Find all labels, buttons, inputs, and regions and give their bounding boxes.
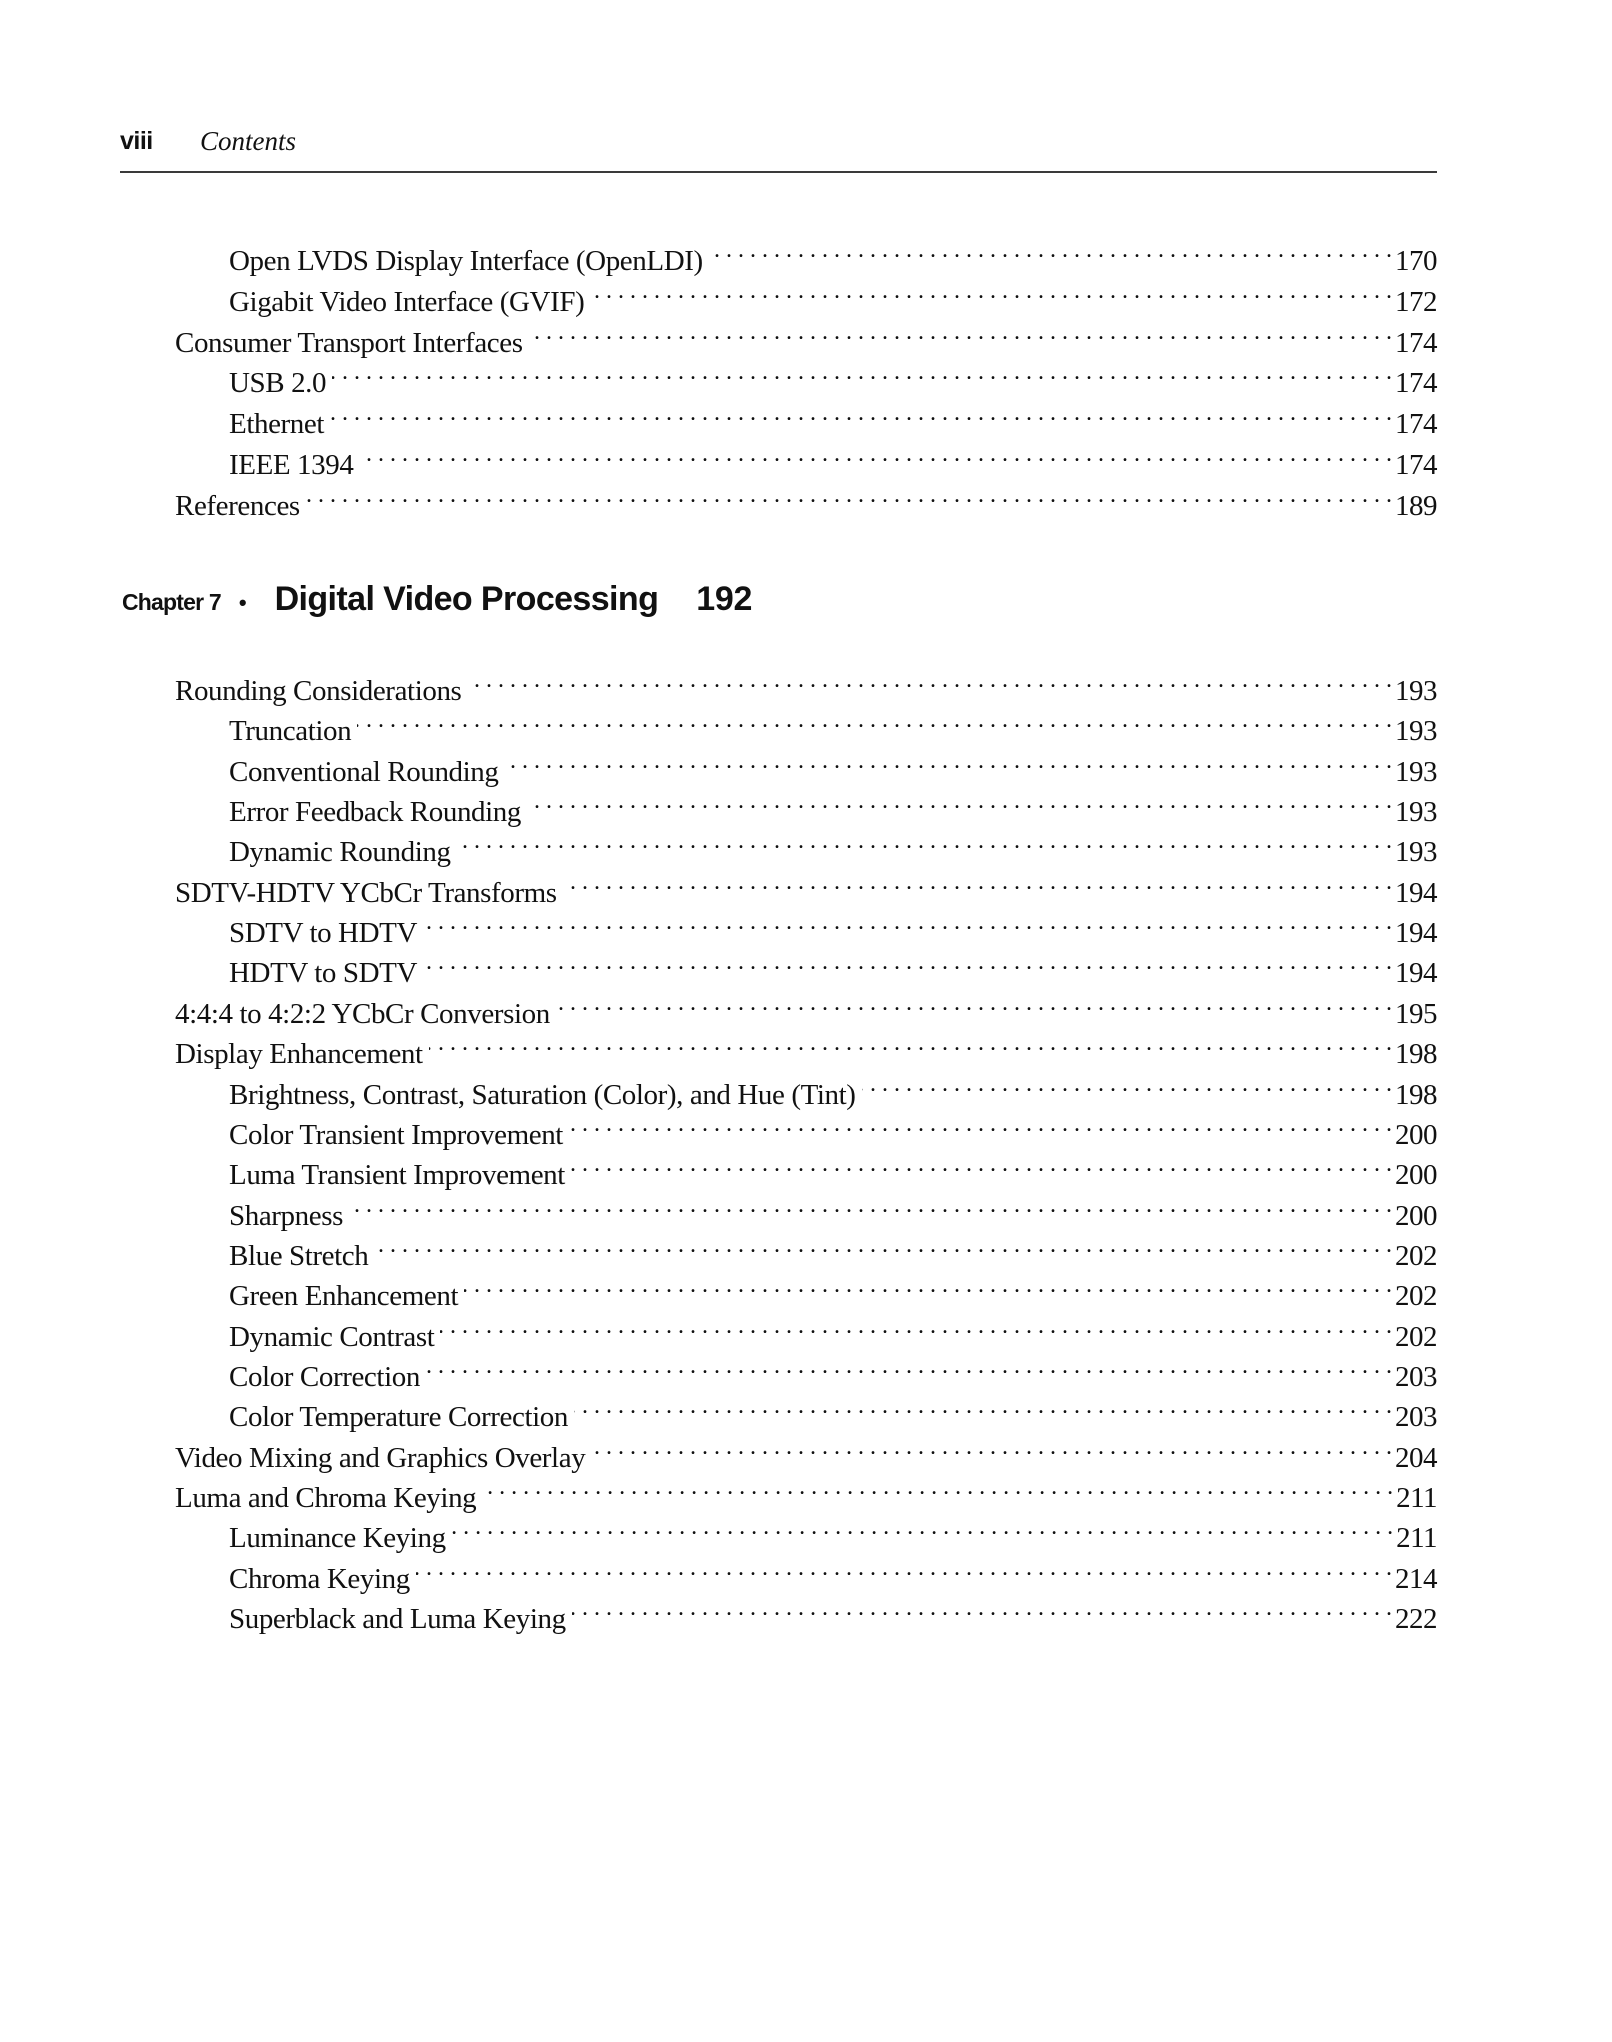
toc-entry-page: 193 [1395,675,1437,707]
dot-leader [429,1023,1392,1063]
toc-entry-title: Blue Stretch [229,1236,374,1276]
toc-entry-title: Superblack and Luma Keying [229,1599,572,1639]
dot-leader [591,1427,1392,1467]
toc-entry[interactable] [229,1507,1437,1555]
dot-leader [349,1185,1392,1225]
dot-leader [306,475,1392,515]
toc-entry-page: 174 [1395,326,1437,359]
toc-entry-title: Chroma Keying [229,1559,416,1599]
toc-entry-title: Luminance Keying [229,1518,452,1558]
toc-entry[interactable] [175,660,1437,707]
toc-entry-page: 194 [1395,917,1437,950]
toc-entry-page: 193 [1395,715,1437,748]
toc-entry[interactable] [229,230,1437,277]
dot-leader [529,312,1392,352]
toc-entry-title: 4:4:4 to 4:2:2 YCbCr Conversion [175,994,556,1034]
dot-leader [330,393,1392,433]
dot-leader [374,1225,1392,1265]
toc-entry-title: IEEE 1394 [229,445,359,485]
toc-entry-title: Luma and Chroma Keying [175,1478,482,1518]
toc-entry-page: 203 [1395,1360,1437,1393]
toc-entry-title: HDTV to SDTV [229,953,423,993]
toc-entry[interactable] [229,1306,1437,1353]
toc-entry-page: 203 [1395,1401,1437,1434]
toc-entry-page: 193 [1395,836,1437,869]
toc-entry-title: USB 2.0 [229,363,332,403]
toc-entry-page: 194 [1395,876,1437,909]
toc-entry-title: Green Enhancement [229,1276,464,1316]
toc-entry[interactable] [229,700,1437,748]
toc-entry-page: 204 [1395,1441,1437,1474]
toc-entry-title: Video Mixing and Graphics Overlay [175,1438,591,1478]
toc-entry-title: Sharpness [229,1196,349,1236]
dot-leader [416,1548,1392,1588]
dot-leader [527,781,1392,821]
toc-entry[interactable] [229,1185,1437,1232]
toc-entry-title: Ethernet [229,404,330,444]
toc-entry[interactable] [229,1064,1437,1111]
toc-entry-title: Conventional Rounding [229,752,505,792]
toc-entry-page: 194 [1395,957,1437,990]
toc-entry[interactable] [229,1265,1437,1313]
toc-entry-title: Gigabit Video Interface (GVIF) [229,282,590,322]
toc-entry-page: 202 [1395,1320,1437,1353]
toc-entry[interactable] [175,1467,1437,1514]
dot-leader [452,1507,1393,1547]
dot-leader [482,1467,1393,1507]
toc-entry-page: 193 [1395,755,1437,788]
dot-leader [571,1144,1392,1184]
page-folio: viii [120,127,153,155]
dot-leader [569,1104,1392,1144]
toc-entry-page: 174 [1395,367,1437,400]
toc-entry-page: 200 [1395,1199,1437,1232]
bullet-separator-icon: • [238,590,247,615]
dot-leader [457,821,1392,861]
chapter-page-number: 192 [696,580,753,618]
chapter-title: Digital Video Processing [274,580,659,618]
dot-leader [574,1386,1392,1426]
toc-entry-title: References [175,486,306,526]
dot-leader [440,1306,1392,1346]
toc-entry-page: 222 [1395,1603,1437,1636]
toc-entry-title: SDTV-HDTV YCbCr Transforms [175,873,563,913]
dot-leader [423,942,1392,982]
toc-entry-page: 211 [1396,1482,1437,1514]
toc-entry-page: 200 [1395,1159,1437,1192]
toc-entry-page: 170 [1395,245,1437,277]
toc-entry[interactable] [229,821,1437,869]
toc-entry[interactable] [175,862,1437,909]
toc-entry-page: 211 [1396,1522,1437,1555]
toc-entry[interactable] [229,1386,1437,1434]
toc-entry[interactable] [229,781,1437,829]
toc-entry[interactable] [229,741,1437,788]
running-head-title: Contents [200,126,297,156]
dot-leader [357,700,1392,740]
toc-entry-title: SDTV to HDTV [229,913,423,953]
toc-entry-title: Color Correction [229,1357,426,1397]
toc-entry[interactable] [175,983,1437,1030]
toc-entry[interactable] [229,1346,1437,1393]
toc-entry[interactable] [229,271,1437,318]
toc-entry-page: 214 [1395,1562,1437,1595]
chapter-label: Chapter 7 [122,589,221,615]
header-rule-divider [120,171,1437,173]
toc-entry-title: Open LVDS Display Interface (OpenLDI) [229,241,709,281]
dot-leader [426,1346,1392,1386]
toc-entry-title: Dynamic Contrast [229,1317,440,1357]
toc-entry-title: Display Enhancement [175,1034,429,1074]
toc-entry[interactable] [229,1144,1437,1192]
dot-leader [862,1064,1392,1104]
toc-entry[interactable] [229,352,1437,400]
chapter-heading [122,580,752,620]
toc-entry[interactable] [229,942,1437,990]
dot-leader [505,741,1392,781]
toc-entry[interactable] [229,1104,1437,1151]
toc-entry-page: 198 [1395,1038,1437,1071]
toc-entry-title: Truncation [229,711,357,751]
dot-leader [572,1588,1392,1628]
toc-entry-page: 174 [1395,449,1437,481]
toc-entry-title: Luma Transient Improvement [229,1155,571,1195]
toc-entry[interactable] [229,902,1437,950]
toc-entry[interactable] [229,1588,1437,1636]
dot-leader [359,434,1392,474]
toc-entry[interactable] [175,475,1437,522]
dot-leader [423,902,1392,942]
toc-entry-title: Brightness, Contrast, Saturation (Color), and Hue (Tint) [229,1075,862,1115]
toc-entry-page: 174 [1395,408,1437,441]
toc-entry-page: 202 [1395,1280,1437,1313]
dot-leader [556,983,1392,1023]
running-head [120,124,1437,164]
toc-entry[interactable] [175,312,1437,359]
dot-leader [709,230,1392,270]
toc-entry-title: Dynamic Rounding [229,832,457,872]
toc-entry[interactable] [229,434,1437,481]
toc-entry-page: 200 [1395,1118,1437,1151]
toc-entry-title: Rounding Considerations [175,671,467,711]
toc-entry-title: Color Temperature Correction [229,1397,574,1437]
toc-entry[interactable] [229,1548,1437,1595]
dot-leader [590,271,1392,311]
toc-entry-page: 193 [1395,796,1437,829]
dot-leader [467,660,1392,700]
dot-leader [563,862,1392,902]
toc-entry[interactable] [175,1023,1437,1071]
toc-entry[interactable] [229,393,1437,441]
toc-entry-title: Consumer Transport Interfaces [175,323,529,363]
toc-entry-title: Color Transient Improvement [229,1115,569,1155]
dot-leader [332,352,1392,392]
toc-entry-page: 198 [1395,1078,1437,1111]
toc-entry-page: 202 [1395,1239,1437,1272]
toc-entry[interactable] [175,1427,1437,1474]
toc-entry[interactable] [229,1225,1437,1272]
dot-leader [464,1265,1392,1305]
toc-entry-page: 195 [1395,997,1437,1030]
toc-entry-page: 189 [1395,489,1437,522]
toc-entry-page: 172 [1395,285,1437,318]
toc-entry-title: Error Feedback Rounding [229,792,527,832]
